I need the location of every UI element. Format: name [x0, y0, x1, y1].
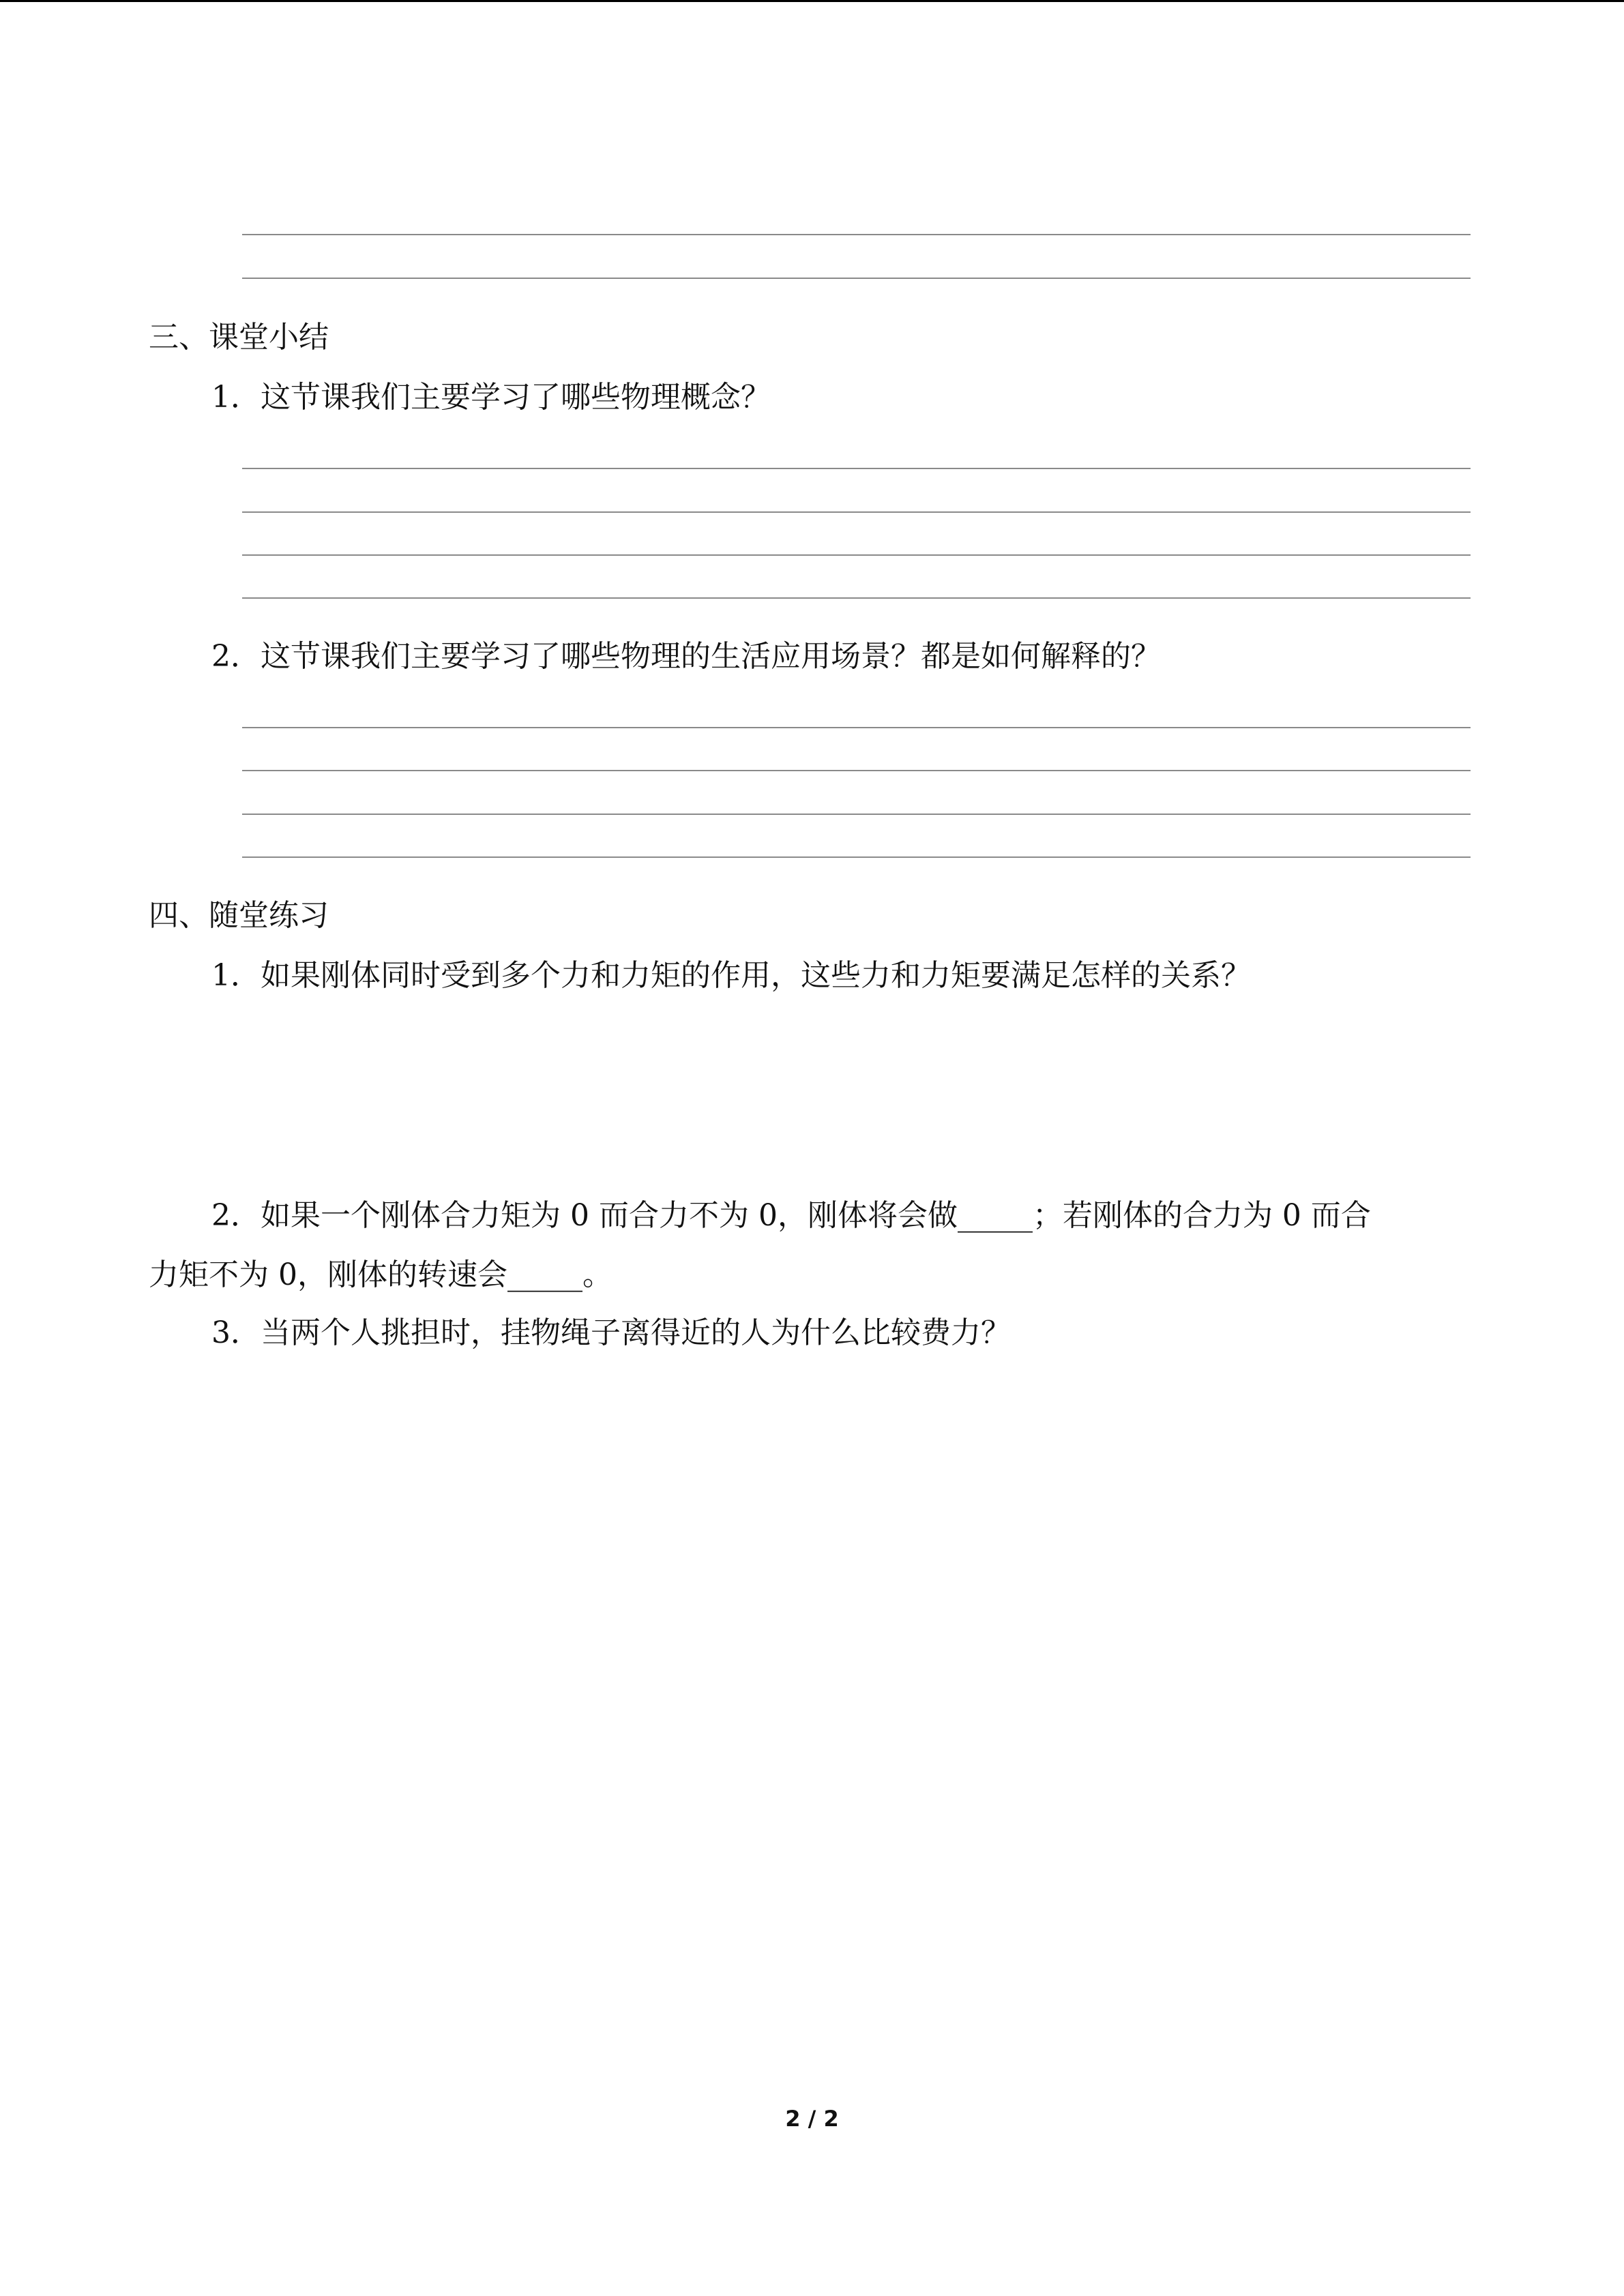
section-4-question-3: 3．当两个人挑担时，挂物绳子离得近的人为什么比较费力？ [211, 1315, 1011, 1350]
answer-line [242, 597, 1471, 599]
section-3-question-1: 1．这节课我们主要学习了哪些物理概念？ [211, 380, 771, 415]
section-3-question-2: 2．这节课我们主要学习了哪些物理的生活应用场景？都是如何解释的？ [211, 639, 1161, 674]
answer-line [242, 511, 1471, 513]
answer-line [242, 727, 1471, 728]
answer-line [242, 814, 1471, 815]
answer-line [242, 278, 1471, 279]
section-4-question-1: 1．如果刚体同时受到多个力和力矩的作用，这些力和力矩要满足怎样的关系？ [211, 958, 1251, 993]
section-4-question-2-line-1: 2．如果一个刚体合力矩为 0 而合力不为 0，刚体将会做_____；若刚体的合力为 0 而合 [211, 1198, 1371, 1233]
section-3-title: 三、课堂小结 [149, 320, 329, 355]
answer-line [242, 554, 1471, 556]
page-number: 2 / 2 [785, 2106, 839, 2132]
section-4-title: 四、随堂练习 [149, 898, 329, 933]
answer-line [242, 856, 1471, 858]
answer-line [242, 234, 1471, 235]
answer-line [242, 770, 1471, 771]
section-4-question-2-line-2: 力矩不为 0，刚体的转速会_____。 [149, 1257, 612, 1292]
answer-line [242, 468, 1471, 469]
